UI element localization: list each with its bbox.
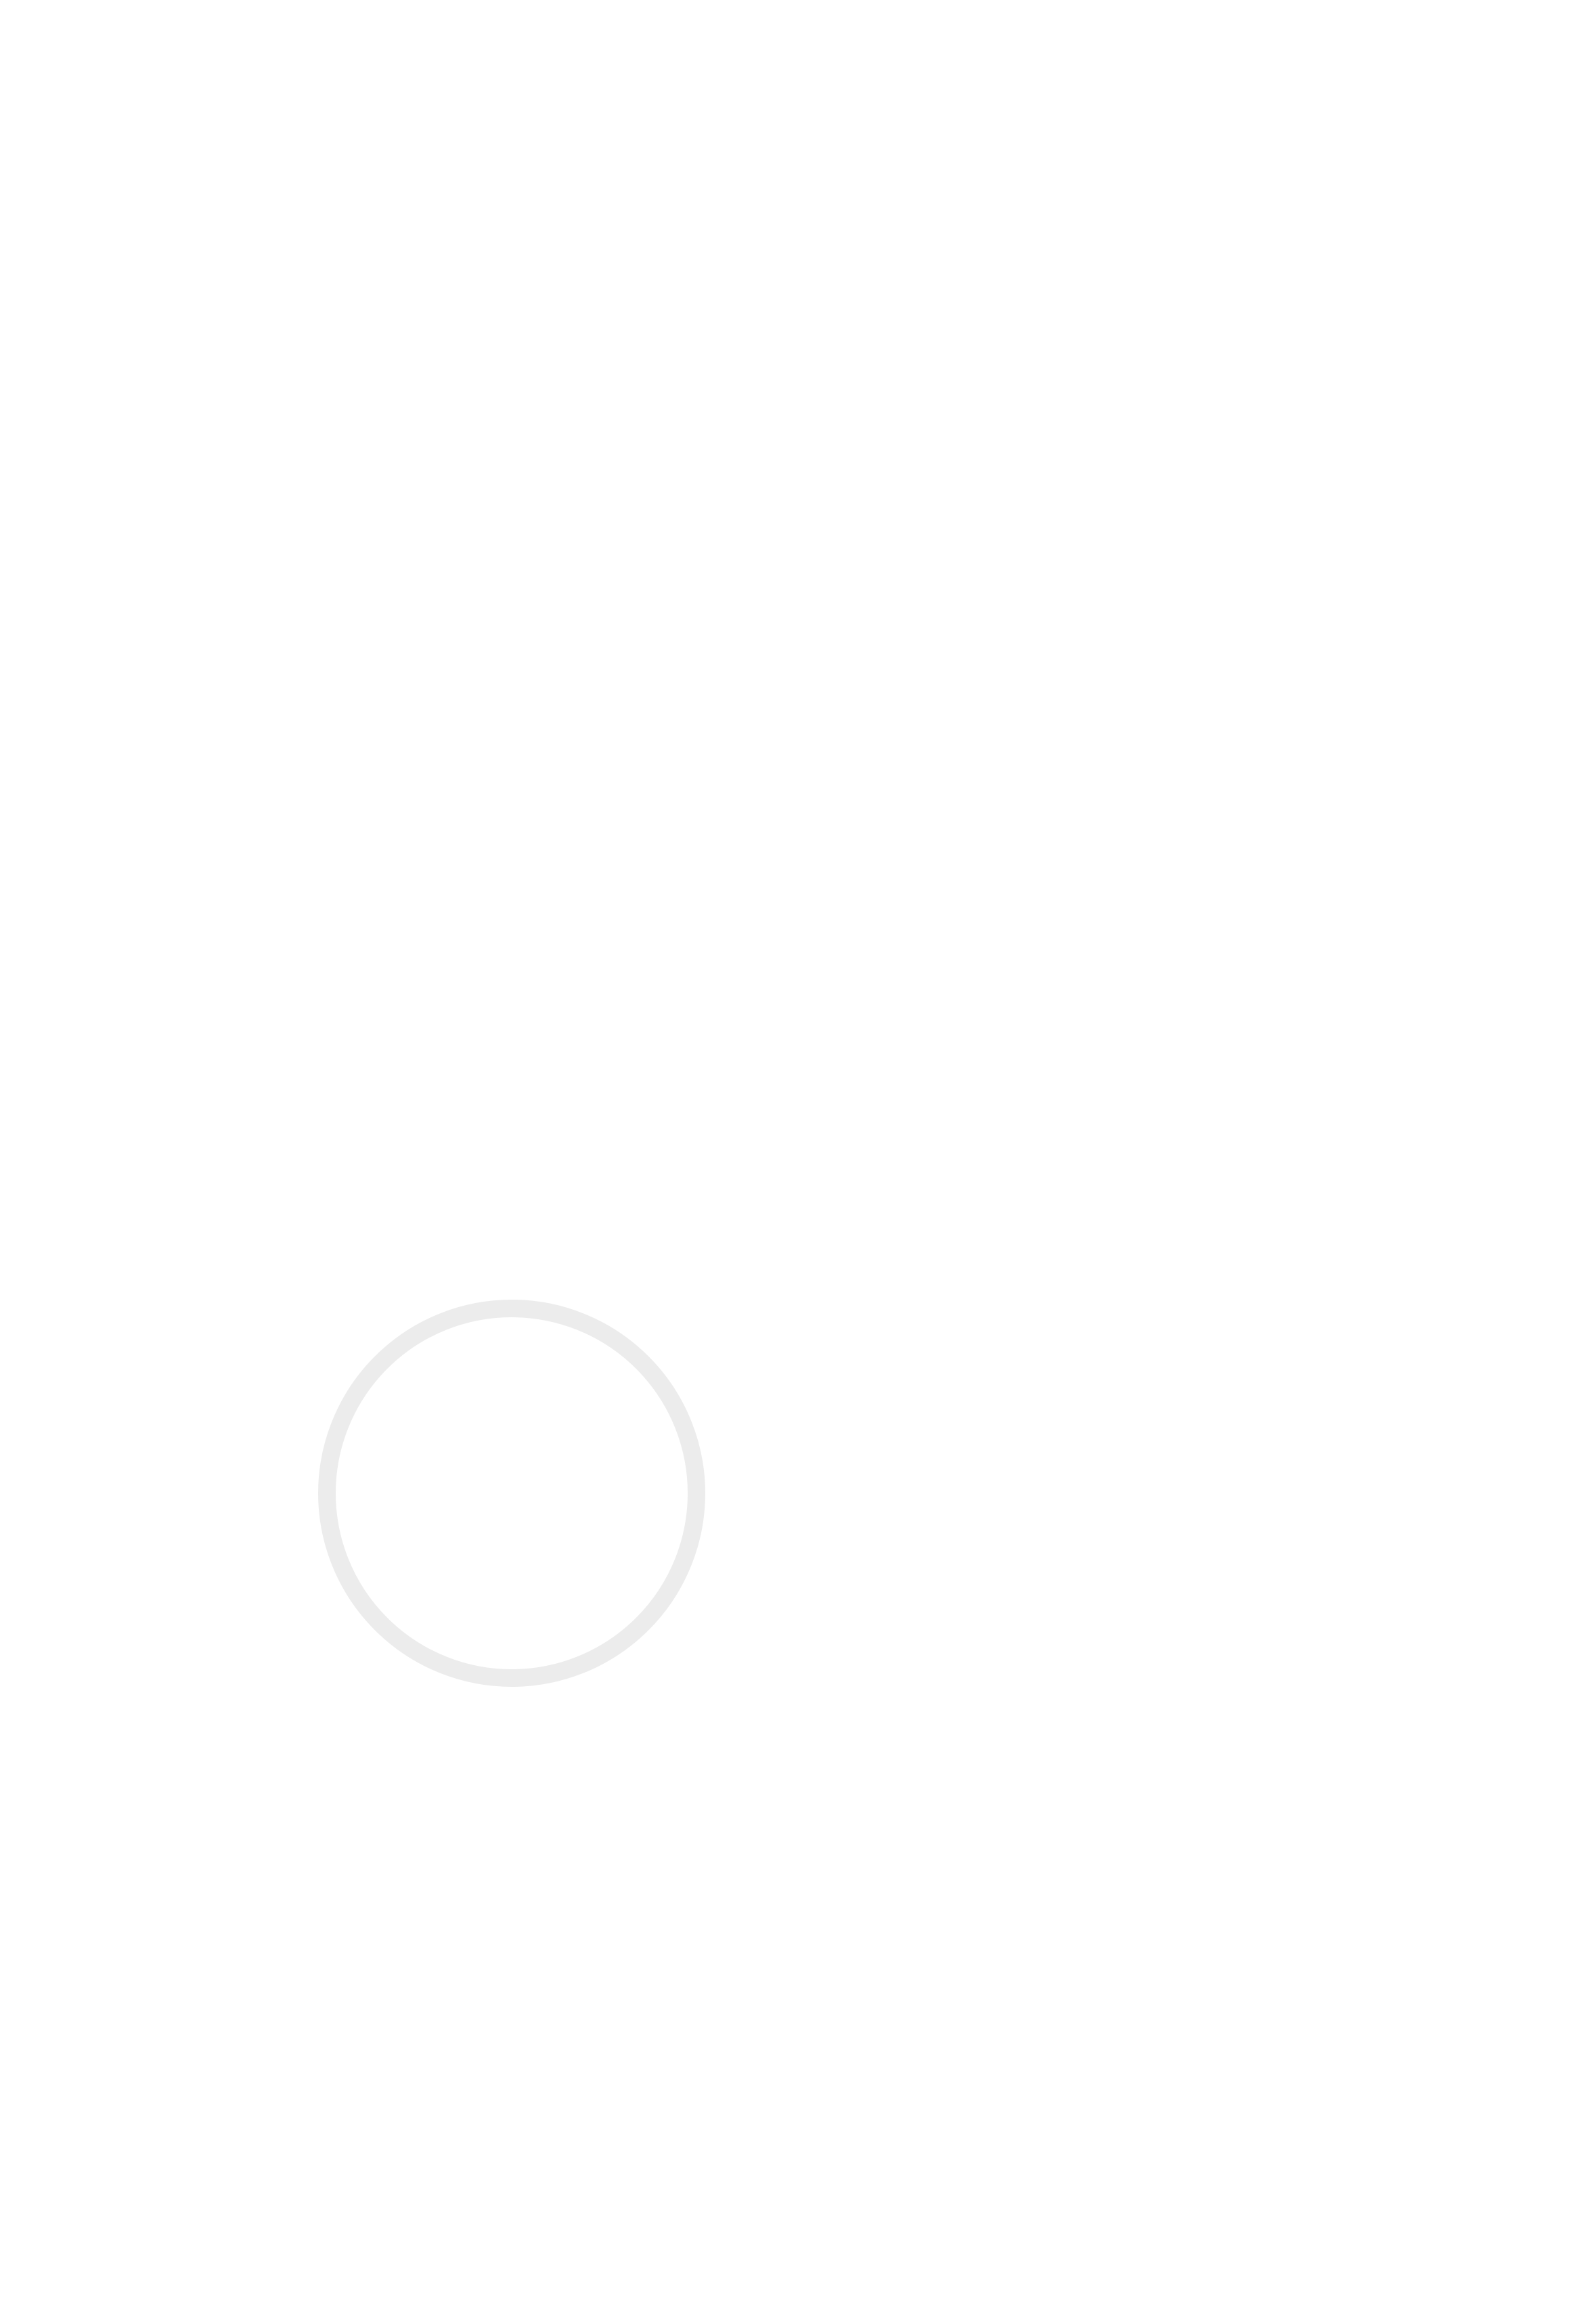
sheet-2: [0, 1130, 1596, 2227]
sheet-header: [0, 1149, 1596, 1176]
sheet-1: [0, 0, 1596, 1110]
sheet-header: [0, 19, 1596, 46]
